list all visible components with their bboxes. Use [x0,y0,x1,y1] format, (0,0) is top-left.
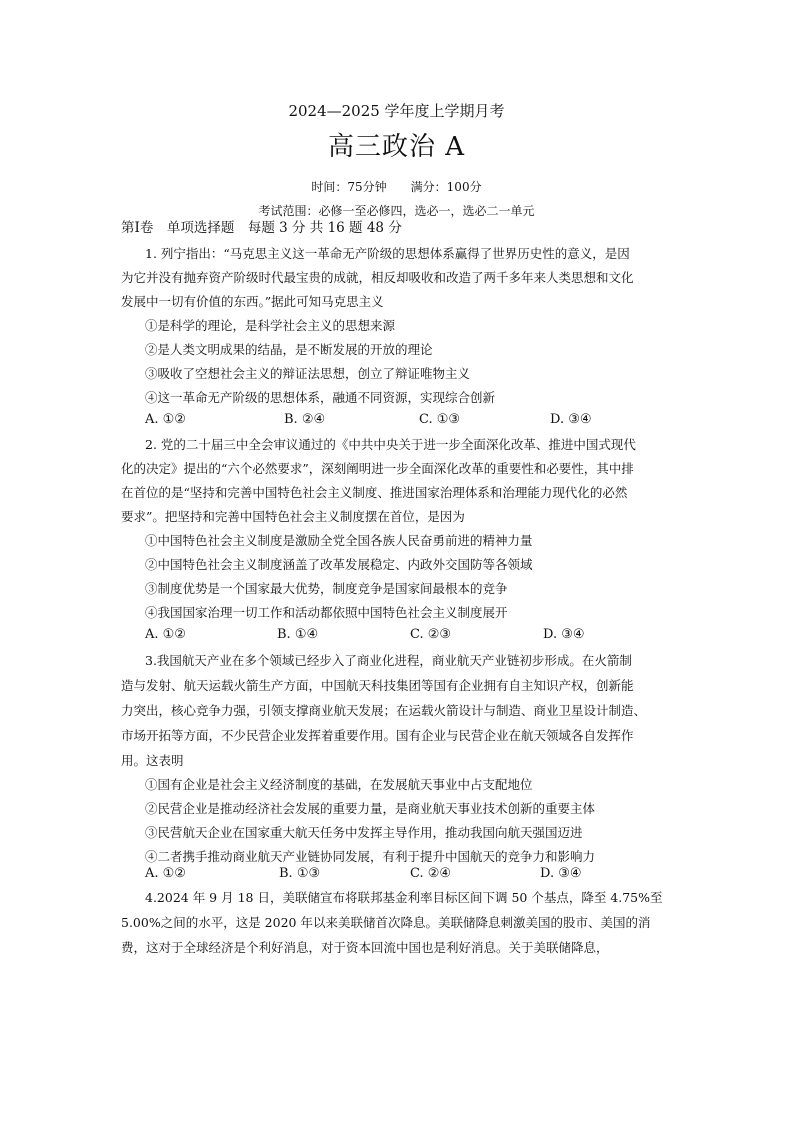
option-a: A. ①② [145,412,186,427]
option-d: D. ③④ [543,627,585,642]
option-d: D. ③④ [540,866,582,881]
statement-item: ②中国特色社会主义制度涵盖了改革发展稳定、内政外交国防等各领域 [145,557,533,572]
statement-item: ①中国特色社会主义制度是激励全党全国各族人民奋勇前进的精神力量 [145,533,533,548]
exam-title: 高三政治 A [327,132,466,162]
option-d: D. ③④ [550,412,592,427]
option-a: A. ①② [145,866,186,881]
question-text: 发展中一切有价值的东西。”据此可知马克思主义 [121,294,384,309]
option-a: A. ①② [145,627,186,642]
question-text: 化的决定》提出的“六个必然要求”，深刻阐明进一步全面深化改革的重要性和必要性，其中排 [121,461,634,476]
question-text: 4.2024 年 9 月 18 日，美联储宣布将联邦基金利率目标区间下调 50 个基点，降至 4.75%至 [145,890,663,905]
exam-term: 2024—2025 学年度上学期月考 [288,102,505,120]
statement-item: ③民营航天企业在国家重大航天任务中发挥主导作用，推动我国向航天强国迈进 [145,825,583,840]
question-text: 力突出，核心竞争力强，引领支撑商业航天发展；在运载火箭设计与制造、商业卫星设计制造、 [121,703,647,718]
statement-item: ①是科学的理论，是科学社会主义的思想来源 [145,318,396,333]
statement-item: ④二者携手推动商业航天产业链协同发展，有利于提升中国航天的竞争力和影响力 [145,849,596,864]
section-heading: 第Ⅰ卷 单项选择题 每题 3 分 共 16 题 48 分 [121,220,402,236]
question-text: 2. 党的二十届三中全会审议通过的《中共中央关于进一步全面深化改革、推进中国式现代 [145,437,636,452]
option-b: B. ①③ [279,866,321,881]
question-text: 1. 列宁指出：“马克思主义这一革命无产阶级的思想体系赢得了世界历史性的意义，是因 [145,246,630,261]
statement-item: ②民营企业是推动经济社会发展的重要力量，是商业航天事业技术创新的重要主体 [145,801,596,816]
exam-scope: 考试范围：必修一至必修四，选必一，选必二一单元 [258,204,535,218]
question-text: 为它并没有抛弃资产阶级时代最宝贵的成就，相反却吸收和改造了两千多年来人类思想和文化 [121,270,634,285]
question-text: 造与发射、航天运载火箭生产方面，中国航天科技集团等国有企业拥有自主知识产权，创新能 [121,678,634,693]
question-text: 市场开拓等方面，不少民营企业发挥着重要作用。国有企业与民营企业在航天领域各自发挥作 [121,728,634,743]
option-c: C. ②④ [410,866,452,881]
option-b: B. ①④ [277,627,319,642]
statement-item: ④这一革命无产阶级的思想体系，融通不同资源，实现综合创新 [145,390,496,405]
question-text: 用。这表明 [121,753,184,768]
statement-item: ③吸收了空想社会主义的辩证法思想，创立了辩证唯物主义 [145,366,471,381]
exam-time-score: 时间：75分钟 满分：100分 [311,180,482,194]
question-text: 在首位的是“坚持和完善中国特色社会主义制度、推进国家治理体系和治理能力现代化的必然 [121,485,628,500]
question-text: 3.我国航天产业在多个领域已经步入了商业化进程，商业航天产业链初步形成。在火箭制 [145,653,632,668]
option-c: C. ②③ [410,627,452,642]
statement-item: ①国有企业是社会主义经济制度的基础，在发展航天事业中占支配地位 [145,777,533,792]
option-c: C. ①③ [419,412,461,427]
question-text: 要求”。把坚持和完善中国特色社会主义制度摆在首位，是因为 [121,509,465,524]
statement-item: ③制度优势是一个国家最大优势，制度竞争是国家间最根本的竞争 [145,581,508,596]
statement-item: ②是人类文明成果的结晶，是不断发展的开放的理论 [145,342,433,357]
statement-item: ④我国国家治理一切工作和活动都依照中国特色社会主义制度展开 [145,605,508,620]
question-text: 5.00%之间的水平，这是 2020 年以来美联储首次降息。美联储降息刺激美国的股市、美国的消 [121,915,651,930]
option-b: B. ②④ [284,412,326,427]
question-text: 费，这对于全球经济是个利好消息，对于资本回流中国也是利好消息。关于美联储降息， [121,940,609,955]
